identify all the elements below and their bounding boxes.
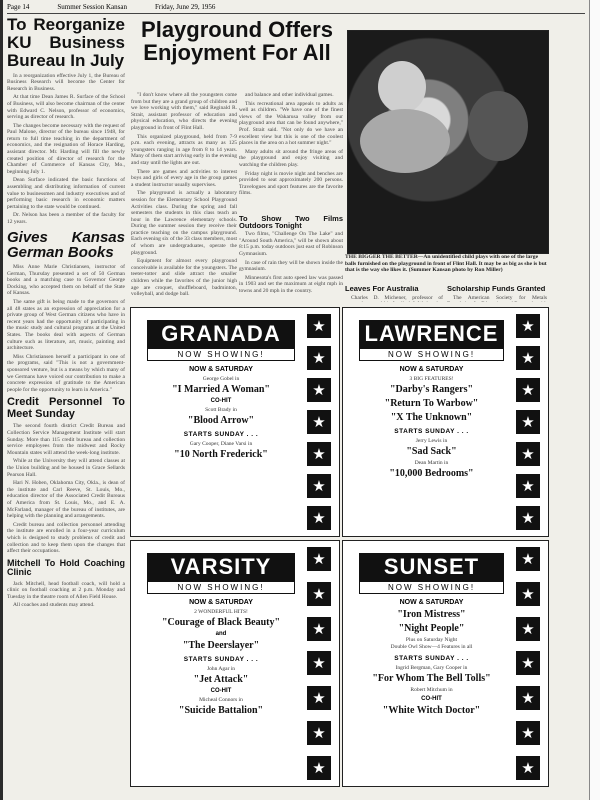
- ad-listing: [141, 366, 301, 460]
- paragraph: At that time Dean James R. Surface of the School of Business, will also become chairman of the center with Edward C. Nelson, professor of economics, serving as director of research.: [7, 94, 125, 121]
- star-icon: ★: [307, 582, 331, 606]
- movie-title: "Jet Attack": [193, 674, 249, 685]
- headline-coaching-clinic: Mitchell To Hold Coaching Clinic: [7, 557, 125, 578]
- paragraph: In a reorganization effective July 1, the Bureau of Business Research will become the Center for Research in Business.: [7, 72, 125, 92]
- paragraph: Equipment for almost every playground conceivable is available for the youngsters. The teeter-totter and slide attract the smaller children while the favorites of the junior high age are croquet, shuffleboard, badminton, volleyball, and dodge ball.: [131, 258, 237, 298]
- star-icon: ★: [307, 686, 331, 710]
- star-icon: ★: [307, 474, 331, 498]
- scholarship-text: The American Society for Metals: [453, 294, 547, 301]
- paragraph: Two films, "Challenge On The Lake" and "Around South America," will be shown about 8:15 p.m. today outdoors just east of Robinson Gymnasium.: [239, 231, 343, 257]
- star-icon: ★: [307, 721, 331, 745]
- ad-line: NOW & SATURDAY: [189, 599, 253, 606]
- star-icon: ★: [516, 756, 540, 780]
- ad-line: NOW & SATURDAY: [399, 366, 464, 373]
- theater-name: SUNSET: [359, 553, 504, 581]
- now-showing-banner: NOW SHOWING!: [147, 581, 295, 594]
- ad-line: Robert Mitchum in: [410, 687, 453, 693]
- theater-name: VARSITY: [147, 553, 295, 581]
- paragraph: All coaches and students may attend.: [13, 602, 95, 609]
- ad-line: Plus on Saturday Night: [405, 637, 458, 643]
- films-article: [239, 212, 343, 298]
- paragraph: Jack Mitchell, head football coach, will hold a clinic on football coaching at 2 p.m. Monday and Tuesday in the theatre room of Allen Field House.: [7, 580, 125, 600]
- star-icon: ★: [307, 547, 331, 571]
- theater-name: GRANADA: [147, 320, 295, 348]
- ad-listing: [353, 366, 510, 479]
- article-credit-personnel: [7, 423, 125, 554]
- ad-line: NOW & SATURDAY: [189, 366, 253, 373]
- paragraph: The same gift is being made to the governors of all 48 states as an expression of appreciation for a private group of West German citizens who have in recent years had the opportunity of participating in the music study and cultural programs at the United States. The books deal with aspects of German culture such as literature, art, music, painting and architecture.: [7, 299, 125, 352]
- headline-playground: Playground Offers Enjoyment For All: [141, 17, 333, 66]
- ad-line: Micheal Connors in: [199, 697, 243, 703]
- ad-line: STARTS SUNDAY . . .: [183, 431, 259, 438]
- star-icon: ★: [307, 378, 331, 402]
- star-icon: ★: [516, 442, 540, 466]
- australia-text: Charles D. Michener, professor of: [351, 294, 443, 301]
- movie-title: "Suicide Battalion": [178, 705, 264, 716]
- star-icon: ★: [516, 547, 540, 571]
- playground-col-a: [131, 92, 237, 298]
- star-icon: ★: [307, 442, 331, 466]
- ad-line: STARTS SUNDAY . . .: [183, 656, 259, 663]
- star-icon: ★: [307, 410, 331, 434]
- movie-title: "Return To Warbow": [384, 398, 479, 409]
- page-header: [7, 3, 585, 14]
- star-icon: ★: [516, 506, 540, 530]
- headline-scholarship: Scholarship Funds Granted: [447, 286, 546, 293]
- ad-line: 3 BIG FEATURES!: [409, 376, 454, 382]
- paragraph: While at the University they will attend classes at the Union building and be housed in Grace Sellards Pearson Hall.: [7, 458, 125, 478]
- ad-line: CO-HIT: [210, 398, 232, 404]
- paragraph: Credit bureau and collection personnel attending the institute are enrolled in a four-year curriculum which is designed to study problems of credit and collection and to keep them upon the changes that affect their occupations.: [7, 521, 125, 555]
- ad-line: STARTS SUNDAY . . .: [394, 428, 469, 435]
- paragraph: There are games and activities to interest boys and girls of every age in the group games a student instructor usually supervises.: [131, 168, 237, 188]
- adjacent-page-edge: [589, 0, 600, 800]
- now-showing-banner: NOW SHOWING!: [147, 348, 295, 361]
- movie-title: "X The Unknown": [390, 412, 473, 423]
- movie-title: "For Whom The Bell Tolls": [372, 673, 491, 684]
- headline-films: To Show Two Films Outdoors Tonight: [239, 214, 343, 230]
- article-german-books: [7, 264, 125, 393]
- movie-title: "10 North Frederick": [174, 449, 268, 460]
- newspaper-page: [3, 0, 589, 800]
- ad-line: CO-HIT: [421, 696, 442, 702]
- paragraph: The playground is actually a laboratory session for the Elementary School Playground Activities class. During the spring and fall semesters the students in this class teach an hour in the Lawrence elementary schools. During the summer session they receive their practice teaching on the campus playground. Each evening six of the 33 class members, most of whom are undergraduates, operate the playground.: [131, 190, 237, 256]
- ad-line: and: [215, 631, 227, 637]
- paragraph: The second fourth district Credit Bureau and Collection Service Management Institute will start Sunday. More than 115 credit bureau and collection service employees from the midwest and Rocky Mountain states will attend the week-long institute.: [7, 423, 125, 456]
- star-icon: ★: [516, 378, 540, 402]
- movie-title: "The Deerslayer": [182, 640, 260, 651]
- now-showing-banner: NOW SHOWING!: [359, 581, 504, 594]
- ad-line: NOW & SATURDAY: [399, 599, 464, 606]
- ad-line: CO-HIT: [210, 688, 232, 694]
- now-showing-banner: NOW SHOWING!: [359, 348, 504, 361]
- issue-date: Friday, June 29, 1956: [154, 3, 216, 11]
- headline-credit-personnel: Credit Personnel To Meet Sunday: [7, 396, 125, 420]
- movie-title: "Night People": [398, 623, 465, 634]
- paragraph: Hari N. Hoben, Oklahoma City, Okla., is dean of the institute and Carl Reeve, St. Louis, Mo., education director of the Associated Credit Bureaus of America from St. Louis, Mo., and E. A. McFarland, manager of the bureau of institutes, are helping with the planning and arrangements.: [7, 480, 125, 520]
- headline-german-books: Gives Kansas German Books: [7, 228, 125, 262]
- star-icon: ★: [307, 314, 331, 338]
- playground-col-b: [239, 92, 343, 210]
- paragraph: Minnesota's first auto speed law was passed in 1903 and set the maximum at eight mph in towns and 20 mph in the country.: [239, 274, 343, 294]
- paragraph: This organized playground, held from 7-9 p.m. each evening, attracts as many as 125 youngsters ranging in age from 8 to 14 years. Many of them start arriving early in the evening and stay until the lights are out.: [131, 133, 237, 166]
- headline-business-bureau: To Reorganize KU Business Bureau In July: [7, 16, 125, 70]
- ad-line: 2 WONDERFUL HITS!: [194, 609, 248, 615]
- star-icon: ★: [516, 721, 540, 745]
- star-icon: ★: [516, 474, 540, 498]
- paragraph: and balance and other individual games.: [245, 92, 334, 98]
- movie-title: "Darby's Rangers": [389, 384, 474, 395]
- ad-sunset: [342, 540, 549, 787]
- article-coaching-clinic: [7, 581, 125, 609]
- star-icon: ★: [516, 686, 540, 710]
- ad-varsity: [130, 540, 340, 787]
- theater-name: LAWRENCE: [359, 320, 504, 348]
- movie-title: "10,000 Bedrooms": [389, 468, 474, 479]
- movie-title: "I Married A Woman": [172, 384, 270, 395]
- scholarship-article: [447, 286, 547, 302]
- paragraph: Friday night is movie night and benches are provided to seat approximately 200 persons. Travelogues and sport features are the favorite films.: [239, 170, 343, 197]
- ad-line: Double Owl Show—4 Features in all: [390, 644, 473, 650]
- page-number: Page 14: [7, 3, 30, 11]
- article-business-bureau: [7, 73, 125, 226]
- star-icon: ★: [307, 651, 331, 675]
- ad-line: Scott Brady in: [205, 407, 237, 413]
- paragraph: Many adults sit around the fringe areas of the playground and enjoy visiting and watching the children play.: [239, 148, 343, 168]
- star-icon: ★: [516, 410, 540, 434]
- star-icon: ★: [307, 756, 331, 780]
- paper-name: Summer Session Kansan: [57, 3, 127, 11]
- ad-line: STARTS SUNDAY . . .: [394, 655, 469, 662]
- ad-line: George Gobel in: [202, 376, 240, 382]
- ad-listing: [141, 599, 301, 716]
- playground-photo: [347, 30, 549, 254]
- movie-title: "White Witch Doctor": [382, 705, 481, 716]
- ad-line: John Agar in: [206, 666, 236, 672]
- ad-line: Ingrid Bergman, Gary Cooper in: [395, 665, 468, 671]
- ad-line: Dean Martin in: [414, 460, 449, 466]
- star-icon: ★: [307, 506, 331, 530]
- australia-article: [345, 286, 443, 302]
- ad-lawrence: [342, 307, 549, 537]
- ad-line: Jerry Lewis in: [415, 438, 448, 444]
- left-column: [7, 16, 125, 798]
- movie-title: "Sad Sack": [406, 446, 457, 457]
- movie-title: "Courage of Black Beauty": [161, 617, 281, 628]
- photo-caption: THE BIGGER THE BETTER—An unidentified child plays with one of the large balls furnished on the playground in front of Flint Hall. It may be as big as she is but that is the way she likes it. (Summer Kansan photo by Ron Miller): [345, 254, 547, 274]
- star-icon: ★: [516, 314, 540, 338]
- paragraph: Dean Surface indicated the basic functions of assembling and distributing information of current value to businessmen and industry executives and of performing basic research in economic matters pertaining to the state would be continued.: [7, 177, 125, 210]
- paragraph: In case of rain they will be shown inside the gymnasium.: [239, 259, 343, 273]
- ad-line: Gary Cooper, Diane Varsi in: [189, 441, 253, 447]
- star-icon: ★: [516, 617, 540, 641]
- star-icon: ★: [516, 346, 540, 370]
- paragraph: This recreational area appeals to adults as well as children. "We have one of the finest views of the Wakarusa valley from our playground area that can be found anywhere," Prof. Strait said. "Not only do we have an excellent view but this is one of the coolest places in the area on a hot summer night.": [239, 100, 343, 147]
- paragraph: Miss Christiansen herself a participant in one of the programs, said "This is not a government-sponsored venture, but is a means by which many of we Germans have voiced our contribution to make a concrete expression of gratitude to the American people for the opportunity to learn in America.": [7, 353, 125, 393]
- paragraph: "I don't know where all the youngsters come from but they are a grand group of children and we love working with them," said Reginald R. Strait, assistant professor of education and physical education, who directs the evening playground in front of Flint Hall.: [131, 92, 237, 131]
- star-icon: ★: [307, 617, 331, 641]
- paragraph: Miss Anne Marie Christiansen, instructor of German, Thursday presented a set of 50 German books and a matching case to Governor George Docking, who accepted them on behalf of the State of Kansas.: [7, 264, 125, 297]
- movie-title: "Blood Arrow": [187, 415, 255, 426]
- ad-granada: [130, 307, 340, 537]
- ad-listing: [353, 599, 510, 716]
- paragraph: The changes become necessary with the request of Paul Malone, director of the bureau since 1948, for return to full time teaching in the department of economics, and the resignation of Horace Harding, assistant director. Mr. Harding will fill the newly created position of director of research for the Chamber of Commerce of Kansas City, Mo., beginning July 1.: [7, 122, 125, 175]
- star-icon: ★: [516, 651, 540, 675]
- headline-australia: Leaves For Australia: [345, 286, 419, 293]
- star-icon: ★: [516, 582, 540, 606]
- star-icon: ★: [307, 346, 331, 370]
- movie-title: "Iron Mistress": [397, 609, 466, 620]
- paragraph: Dr. Nelson has been a member of the faculty for 12 years.: [7, 212, 125, 225]
